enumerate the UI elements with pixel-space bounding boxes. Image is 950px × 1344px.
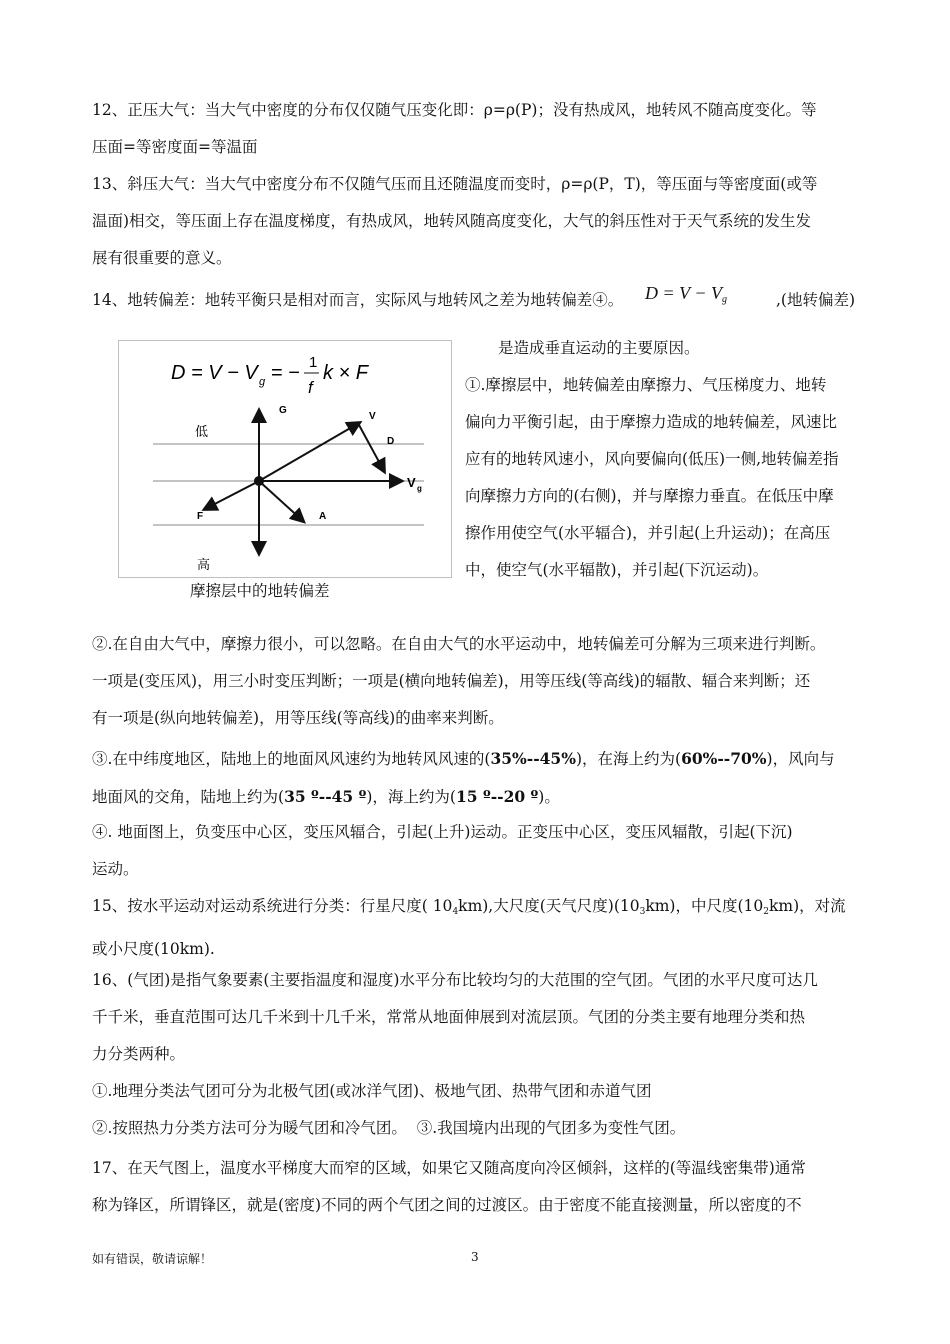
label-low: 低 (195, 424, 209, 439)
exponent: 4 (452, 907, 459, 917)
text-span: )，风向与 (766, 750, 835, 768)
paragraph-2 (92, 626, 860, 737)
text-span: 地面风的交角，陆地上约为( (92, 788, 285, 806)
page-number: 3 (471, 1250, 479, 1264)
text-span: km),大尺度(天气尺度)(10 (458, 897, 640, 915)
figure-caption: 摩擦层中的地转偏差 (190, 582, 330, 600)
formula-text: D = V − V (645, 283, 722, 303)
text-line (92, 778, 860, 816)
label-high: 高 (197, 557, 211, 572)
label-G: G (279, 405, 287, 416)
paragraph-17 (92, 1150, 860, 1224)
label-A: A (319, 511, 327, 522)
paragraph-13 (92, 166, 860, 277)
text-span: )。 (538, 788, 560, 806)
text-line: 中，使空气(水平辐散)，并引起(下沉运动)。 (465, 561, 769, 579)
text-line: ②.在自由大气中，摩擦力很小，可以忽略。在自由大气的水平运动中，地转偏差可分解为三项来进行判断。 (92, 635, 826, 653)
bold-value: 15 º--20 º (455, 787, 539, 806)
vector-D (359, 425, 384, 471)
label-Vg: V (407, 475, 416, 490)
text-line: 应有的地转风速小，风向要偏向(低压)一侧,地转偏差指 (465, 450, 839, 468)
paragraph-4 (92, 814, 860, 888)
text-line: 向摩擦力方向的(右侧)，并与摩擦力垂直。在低压中摩 (465, 487, 834, 505)
label-F: F (197, 511, 204, 522)
text-line: 16、(气团)是指气象要素(主要指温度和湿度)水平分布比较均匀的大范围的空气团。气团的水平尺度可达几 (92, 971, 818, 989)
text-line: ①.摩擦层中，地转偏差由摩擦力、气压梯度力、地转 (465, 376, 827, 394)
text-line: 或小尺度(10km). (92, 940, 215, 958)
text-line: 有一项是(纵向地转偏差)，用等压线(等高线)的曲率来判断。 (92, 709, 504, 727)
figure-formula-tail: k × F (323, 362, 369, 384)
text-line (92, 282, 860, 319)
paragraph-15 (92, 888, 860, 968)
text-line: 擦作用使空气(水平辐合)，并引起(上升运动)；在高压 (465, 524, 831, 542)
footer-note: 如有错误，敬请谅解！ (92, 1252, 213, 1266)
label-Vg-sub: g (417, 484, 422, 493)
text-line: 压面=等密度面=等温面 (92, 138, 258, 156)
paragraph-14-intro (92, 282, 860, 319)
text-line: 温面)相交，等压面上存在温度梯度，有热成风，地转风随高度变化，大气的斜压性对于天气系统的发生发 (92, 212, 812, 230)
figure-formula-main: D = V − V (171, 362, 258, 384)
vector-V (259, 423, 359, 481)
text-line: 运动。 (92, 860, 139, 878)
text-span: km)，中尺度(10 (645, 897, 764, 915)
figure-formula-sub: g (259, 376, 266, 388)
label-D: D (387, 436, 395, 447)
text-span: 14、地转偏差：地转平衡只是相对而言，实际风与地转风之差为地转偏差④。 (92, 291, 624, 309)
label-V: V (369, 411, 376, 422)
bold-value: 35 º--45 º (284, 787, 367, 806)
paragraph-3 (92, 740, 860, 816)
text-line: 千千米，垂直范围可达几千米到十几千米，常常从地面伸展到对流层顶。气团的分类主要有地理分类和热 (92, 1008, 806, 1026)
text-line: ④. 地面图上，负变压中心区，变压风辐合，引起(上升)运动。正变压中心区，变压风辐散，引起(下沉) (92, 823, 793, 841)
paragraph-14-right-column (465, 330, 860, 589)
figure-formula-num: 1 (309, 354, 318, 371)
text-line: 偏向力平衡引起，由于摩擦力造成的地转偏差，风速比 (465, 413, 838, 431)
text-span: )，海上约为( (366, 788, 456, 806)
figure-svg (119, 341, 451, 577)
geostrophic-deviation-figure (118, 340, 452, 578)
bold-value: 60%--70% (681, 749, 767, 768)
text-line: 力分类两种。 (92, 1045, 186, 1063)
vector-A (259, 481, 303, 521)
text-line: 是造成垂直运动的主要原因。 (498, 339, 700, 357)
figure-formula-eq: = − (271, 362, 300, 384)
formula-tail: ,(地转偏差) (776, 291, 856, 309)
text-line: 一项是(变压风)，用三小时变压判断；一项是(横向地转偏差)，用等压线(等高线)的辐散、辐合来判断；还 (92, 672, 811, 690)
origin-point (254, 476, 264, 486)
paragraph-16 (92, 962, 860, 1147)
text-line: ①.地理分类法气团可分为北极气团(或冰洋气团)、极地气团、热带气团和赤道气团 (92, 1082, 652, 1100)
exponent: 3 (639, 907, 646, 917)
text-span: ③.在中纬度地区，陆地上的地面风风速约为地转风风速的( (92, 750, 491, 768)
text-line: ②.按照热力分类方法可分为暖气团和冷气团。 ③.我国境内出现的气团多为变性气团。 (92, 1119, 686, 1137)
paragraph-12 (92, 92, 860, 166)
formula-subscript: g (721, 294, 727, 305)
text-line: 展有很重要的意义。 (92, 249, 232, 267)
exponent: 2 (763, 907, 769, 917)
vector-F (205, 481, 259, 509)
text-line (92, 888, 860, 931)
text-span: km)，对流 (769, 897, 846, 915)
geostrophic-deviation-formula (645, 283, 727, 305)
text-line: 12、正压大气：当大气中密度的分布仅仅随气压变化即：ρ=ρ(P)；没有热成风，地转风不随高度变化。等 (92, 101, 817, 119)
text-span: 15、按水平运动对运动系统进行分类：行星尺度( 10 (92, 897, 453, 915)
text-line (92, 740, 860, 778)
figure-formula-den: f (308, 378, 313, 397)
bold-value: 35%--45% (490, 749, 576, 768)
text-line: 称为锋区，所谓锋区，就是(密度)不同的两个气团之间的过渡区。由于密度不能直接测量，所以密度的不 (92, 1196, 802, 1214)
text-span: )，在海上约为( (575, 750, 682, 768)
text-line: 13、斜压大气：当大气中密度分布不仅随气压而且还随温度而变时，ρ=ρ(P，T)，等压面与等密度面(或等 (92, 175, 818, 193)
text-line: 17、在天气图上，温度水平梯度大而窄的区域，如果它又随高度向冷区倾斜，这样的(等温线密集带)通常 (92, 1159, 806, 1177)
